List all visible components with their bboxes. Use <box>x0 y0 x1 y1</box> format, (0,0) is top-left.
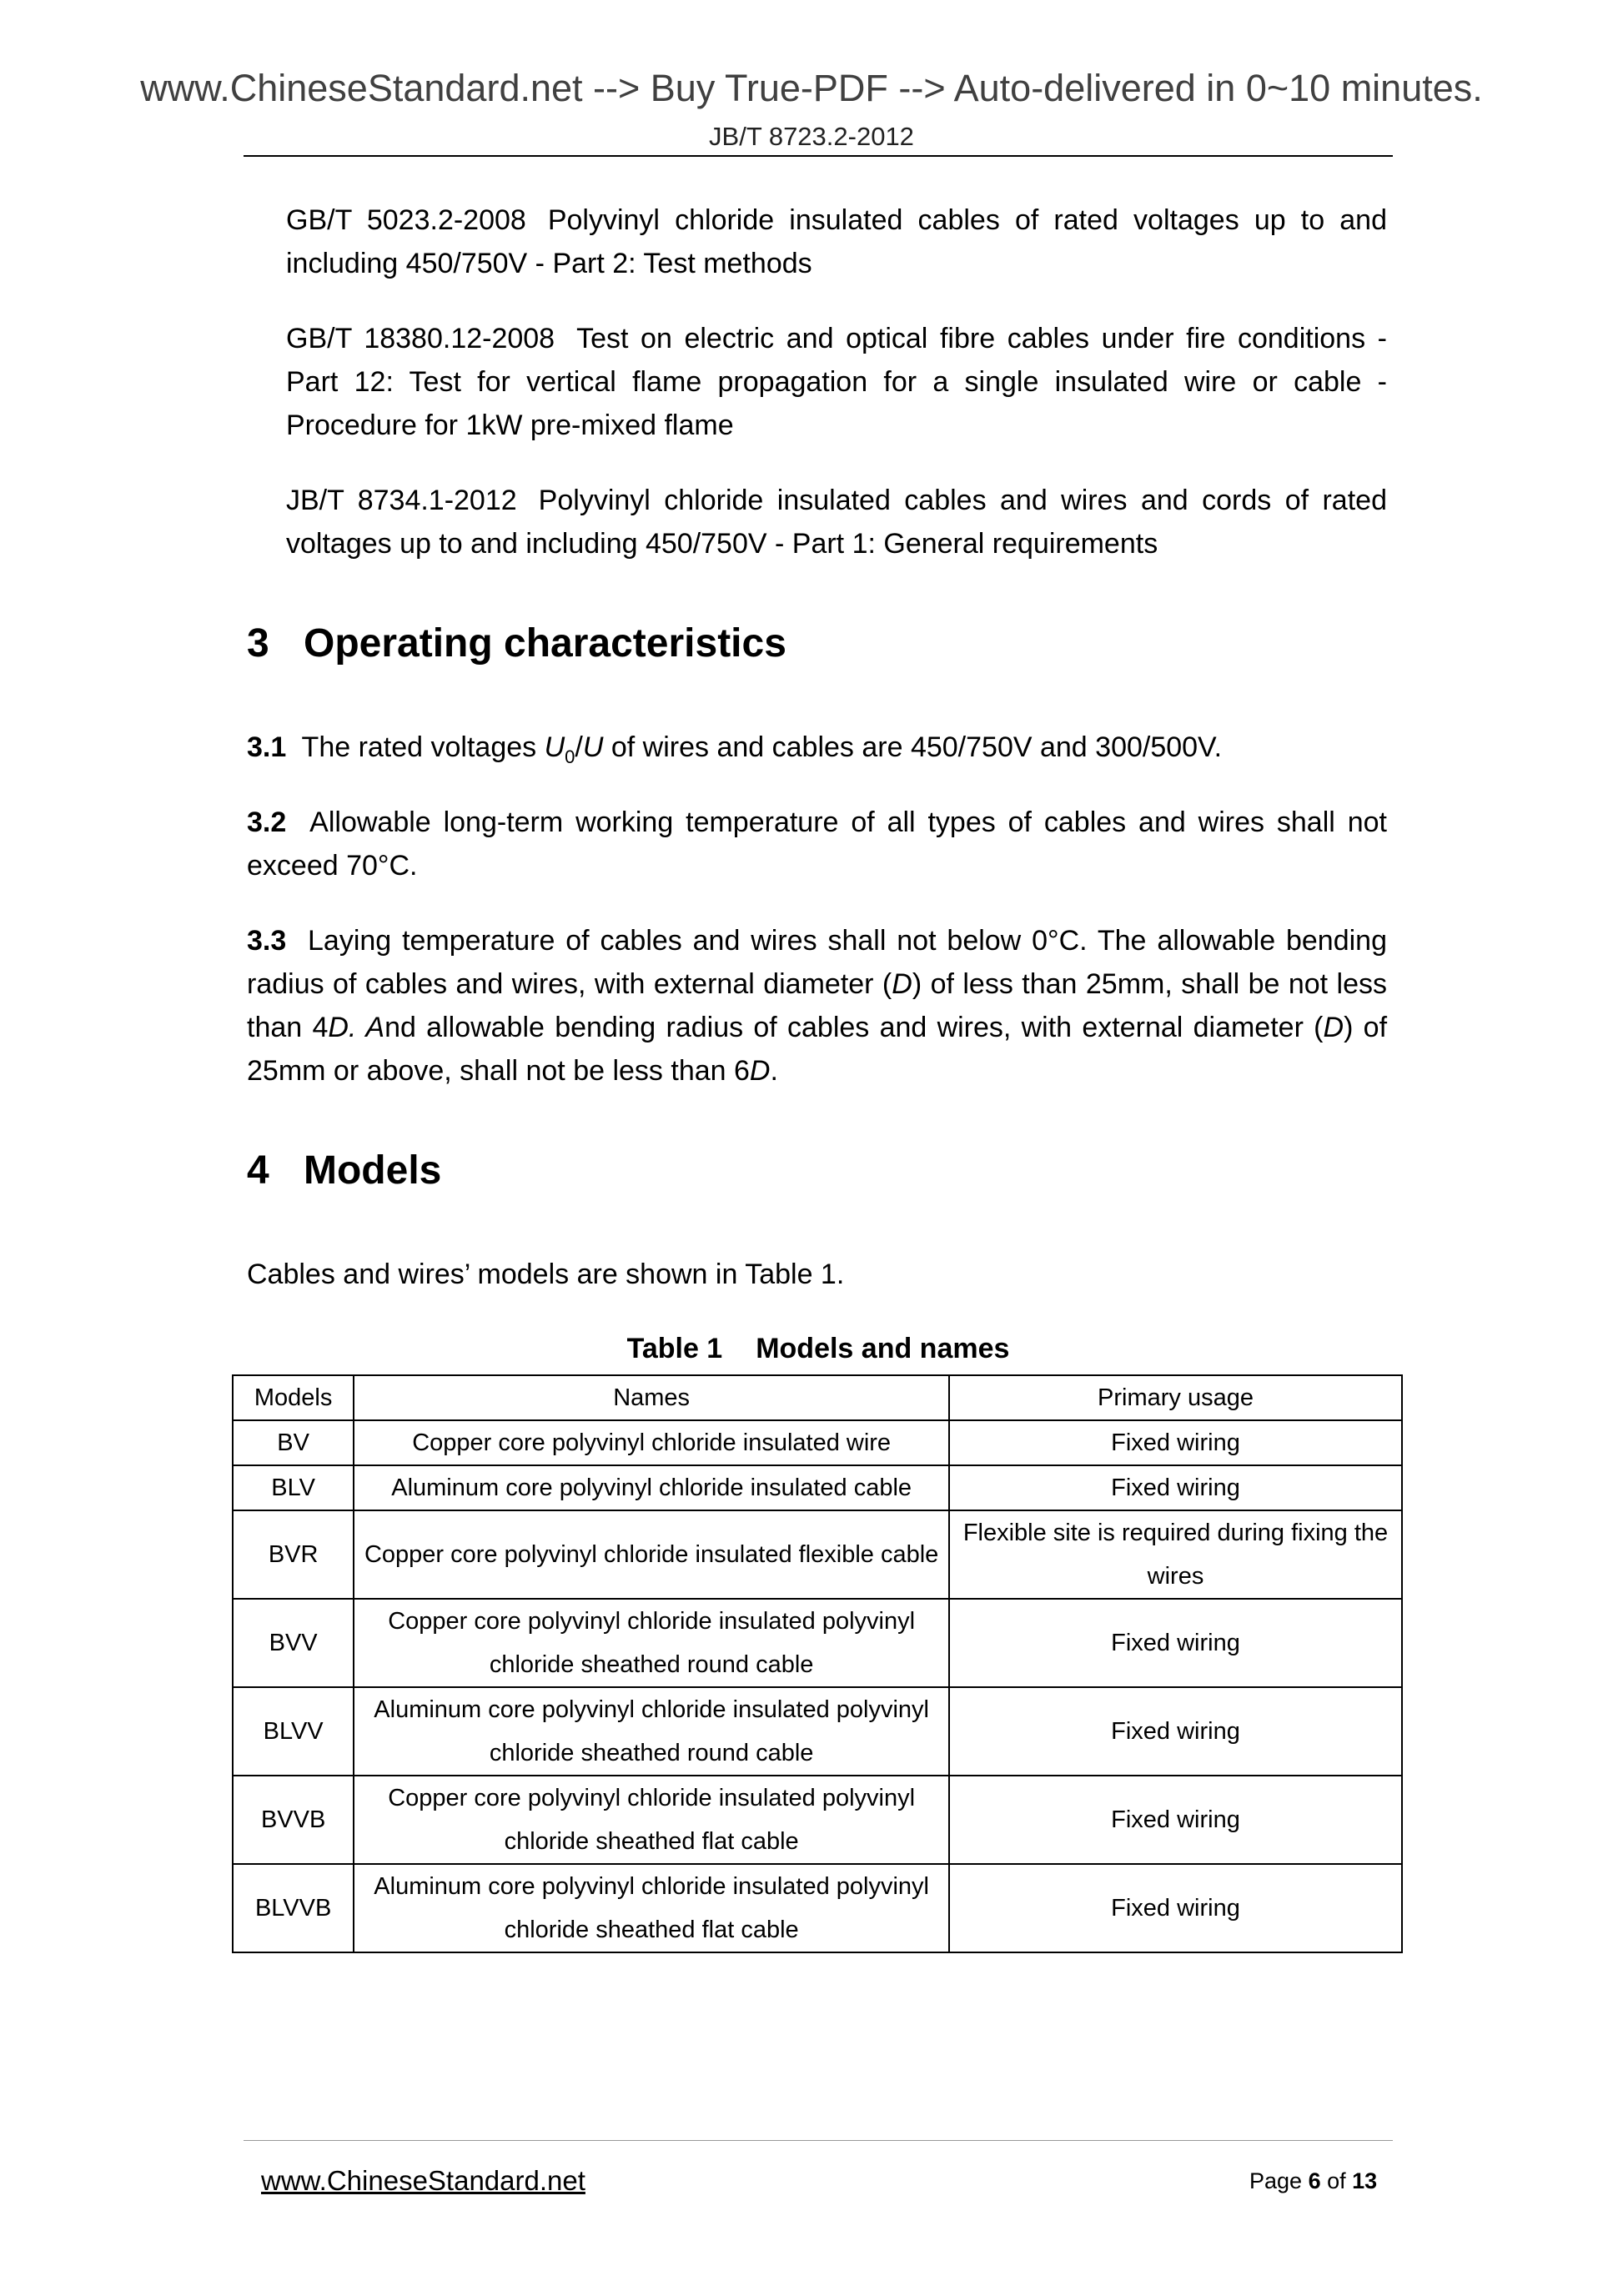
table-row <box>233 1776 1402 1864</box>
model-cell: BVVB <box>233 1776 354 1864</box>
diameter-symbol: D. A <box>328 1012 385 1043</box>
header-cell-usage: Primary usage <box>949 1375 1402 1420</box>
section-4-intro: Cables and wires’ models are shown in Table 1. <box>247 1259 845 1290</box>
clause-text: ) of 25mm or above, shall not be less than 6 <box>247 1012 1388 1087</box>
name-cell: Copper core polyvinyl chloride insulated wire <box>354 1420 949 1465</box>
reference-title: Polyvinyl chloride insulated cables and wires and cords of rated voltages up to and including 450/750V - Part 1: General requirements <box>286 485 1387 560</box>
clause-text: / <box>575 731 583 763</box>
model-cell: BLV <box>233 1465 354 1510</box>
section-title: Operating characteristics <box>304 621 786 666</box>
table-header-row <box>233 1375 1402 1420</box>
usage-cell: Fixed wiring <box>949 1864 1402 1952</box>
total-pages: 13 <box>1352 2168 1378 2193</box>
usage-cell: Fixed wiring <box>949 1776 1402 1864</box>
clause-number: 3.1 <box>247 731 287 763</box>
current-page: 6 <box>1308 2168 1321 2193</box>
section-heading-3 <box>247 620 786 666</box>
page-number <box>1249 2168 1377 2194</box>
header-cell-names: Names <box>354 1375 949 1420</box>
table-row <box>233 1510 1402 1599</box>
clause-text: Laying temperature of cables and wires shall not below 0°C. The allowable bending radius of cables and wires, with external diameter ( <box>247 925 1387 1000</box>
reference-item <box>286 198 1387 285</box>
reference-code: JB/T 8734.1-2012 <box>286 485 517 516</box>
usage-cell: Fixed wiring <box>949 1420 1402 1465</box>
reference-item <box>286 317 1387 447</box>
clause-text: ) of less than 25mm, shall be not less than 4 <box>247 968 1387 1043</box>
section-heading-4 <box>247 1148 441 1193</box>
clause-number: 3.3 <box>247 925 287 957</box>
reference-code: GB/T 5023.2-2008 <box>286 204 526 236</box>
clause-text: The rated voltages <box>301 731 545 763</box>
model-cell: BLVVB <box>233 1864 354 1952</box>
voltage-symbol: U <box>544 731 565 763</box>
table-caption <box>0 1333 1623 1365</box>
name-cell: Copper core polyvinyl chloride insulated polyvinyl chloride sheathed round cable <box>354 1599 949 1687</box>
page-label: Page <box>1249 2168 1309 2193</box>
diameter-symbol: D <box>749 1055 771 1087</box>
clause-3-2 <box>247 801 1387 887</box>
usage-cell: Fixed wiring <box>949 1687 1402 1776</box>
table-number: Table 1 <box>626 1333 723 1364</box>
header-cell-models: Models <box>233 1375 354 1420</box>
name-cell: Copper core polyvinyl chloride insulated flexible cable <box>354 1510 949 1599</box>
model-cell: BLVV <box>233 1687 354 1776</box>
clause-text: . <box>770 1055 778 1087</box>
table-row <box>233 1687 1402 1776</box>
table-row <box>233 1599 1402 1687</box>
table-row <box>233 1864 1402 1952</box>
models-table <box>232 1374 1403 1953</box>
model-cell: BVV <box>233 1599 354 1687</box>
reference-item <box>286 479 1387 565</box>
usage-cell: Flexible site is required during fixing the wires <box>949 1510 1402 1599</box>
page-of-label: of <box>1320 2168 1353 2193</box>
clause-text: of wires and cables are 450/750V and 300/500V. <box>603 731 1223 763</box>
name-cell: Aluminum core polyvinyl chloride insulated polyvinyl chloride sheathed round cable <box>354 1687 949 1776</box>
header-divider <box>244 155 1393 157</box>
footer-divider <box>244 2140 1393 2141</box>
top-banner: www.ChineseStandard.net --> Buy True-PDF --> Auto-delivered in 0~10 minutes. <box>140 67 1483 109</box>
clause-3-1 <box>247 726 1387 779</box>
section-title: Models <box>304 1148 442 1193</box>
table-title: Models and names <box>756 1333 1010 1364</box>
reference-code: GB/T 18380.12-2008 <box>286 323 555 354</box>
table-row <box>233 1465 1402 1510</box>
clause-number: 3.2 <box>247 806 287 838</box>
diameter-symbol: D <box>892 968 912 1000</box>
name-cell: Aluminum core polyvinyl chloride insulated polyvinyl chloride sheathed flat cable <box>354 1864 949 1952</box>
section-number: 3 <box>247 621 269 666</box>
reference-title: Test on electric and optical fibre cables under fire conditions - Part 12: Test for vertical flame propagation for a single insulated wire or cable - Procedure for 1kW pre-mixed flame <box>286 323 1387 441</box>
table-row <box>233 1420 1402 1465</box>
model-cell: BVR <box>233 1510 354 1599</box>
section-number: 4 <box>247 1148 269 1193</box>
voltage-symbol: U <box>582 731 604 763</box>
clause-3-3 <box>247 919 1387 1093</box>
model-cell: BV <box>233 1420 354 1465</box>
clause-text: Allowable long-term working temperature of all types of cables and wires shall not exceed 70°C. <box>247 806 1387 882</box>
document-code: JB/T 8723.2-2012 <box>709 122 914 151</box>
diameter-symbol: D <box>1323 1012 1344 1043</box>
voltage-subscript: 0 <box>565 746 575 767</box>
clause-text: nd allowable bending radius of cables and wires, with external diameter ( <box>384 1012 1324 1043</box>
name-cell: Copper core polyvinyl chloride insulated polyvinyl chloride sheathed flat cable <box>354 1776 949 1864</box>
footer-website-link[interactable]: www.ChineseStandard.net <box>261 2165 585 2196</box>
usage-cell: Fixed wiring <box>949 1599 1402 1687</box>
name-cell: Aluminum core polyvinyl chloride insulated cable <box>354 1465 949 1510</box>
reference-title: Polyvinyl chloride insulated cables of rated voltages up to and including 450/750V - Part 2: Test methods <box>286 204 1387 279</box>
usage-cell: Fixed wiring <box>949 1465 1402 1510</box>
